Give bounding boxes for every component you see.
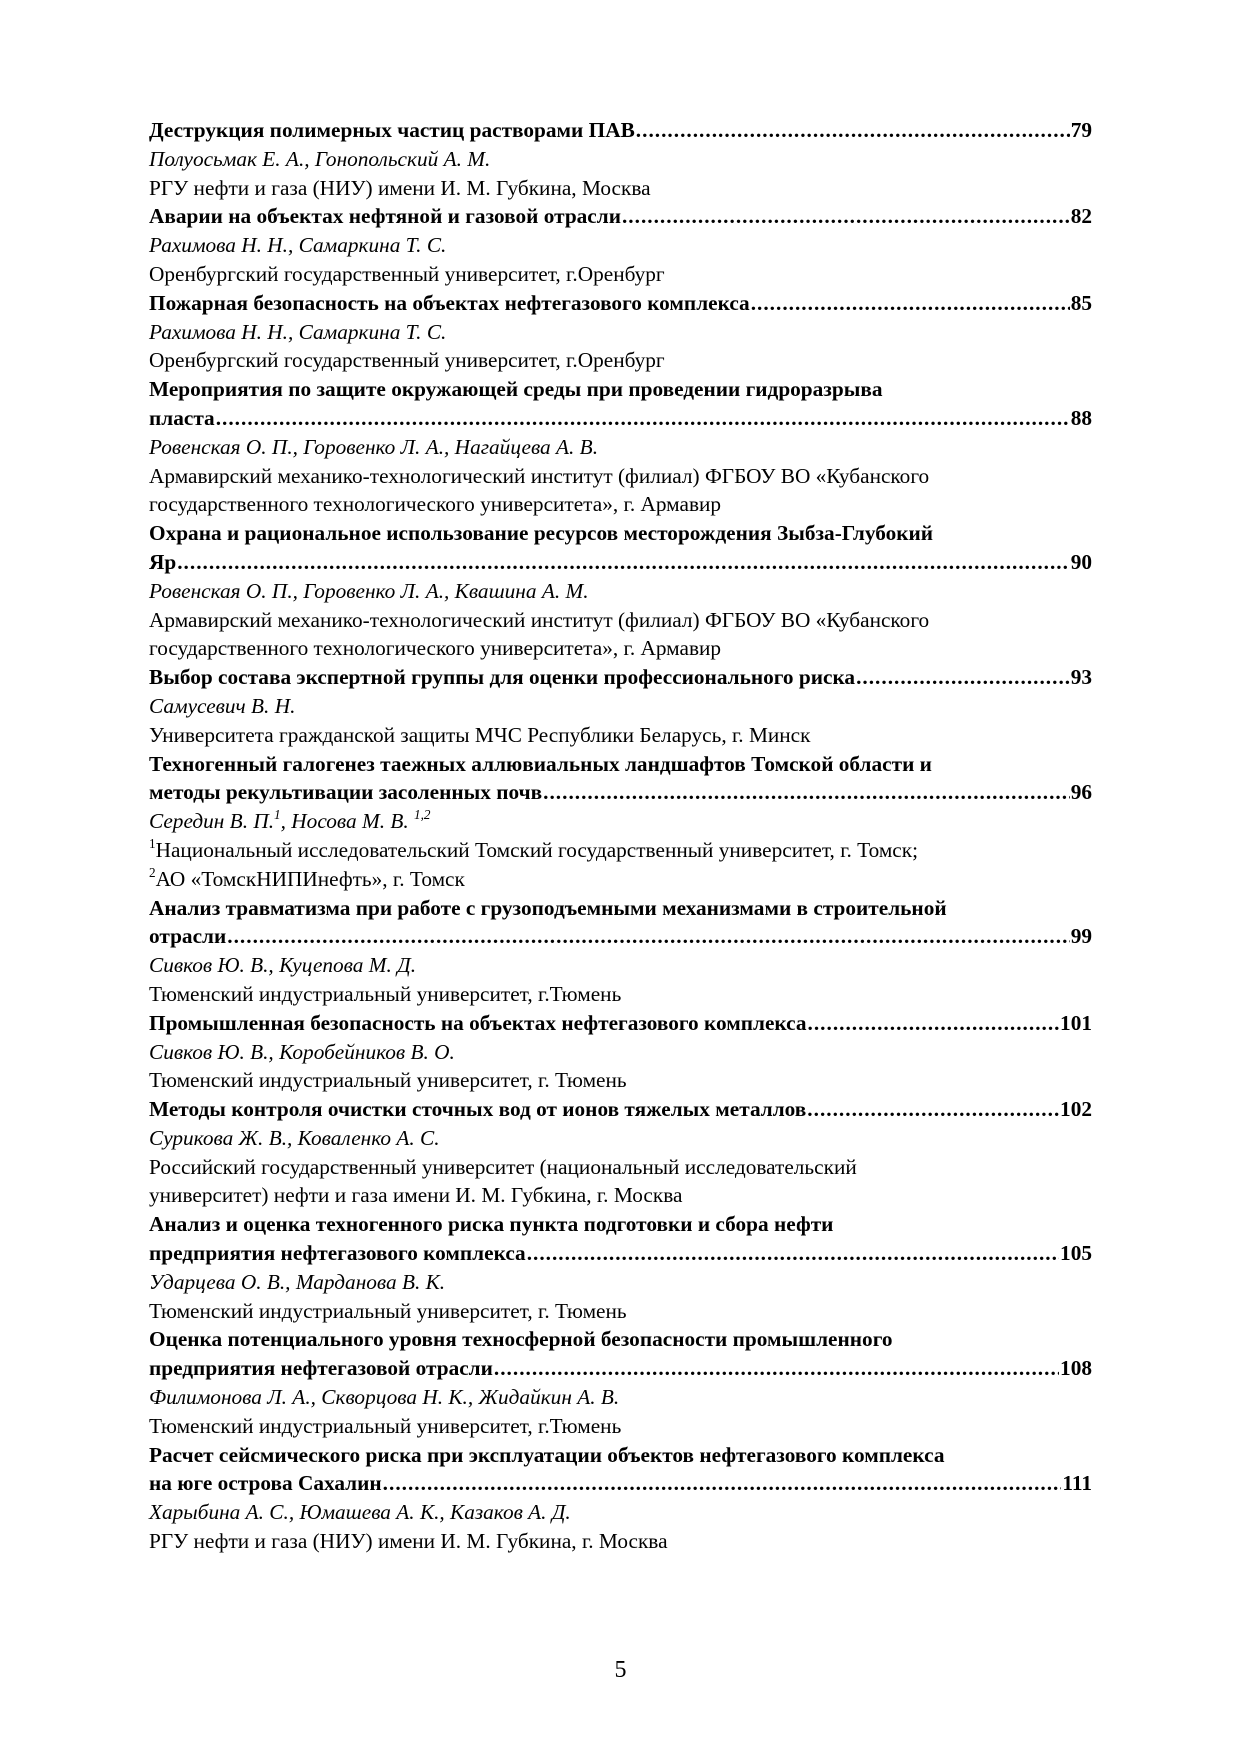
- entry-title-line: [149, 289, 1092, 318]
- entry-authors: Ударцева О. В., Марданова В. К.: [149, 1269, 446, 1294]
- author-superscript: 1: [274, 807, 281, 823]
- entry-title-line: [149, 202, 1092, 231]
- toc-entry: [149, 1325, 1092, 1440]
- entry-affiliation: [149, 865, 1092, 894]
- entry-affiliation: Армавирский механико-технологический институт (филиал) ФГБОУ ВО «Кубанского: [149, 463, 930, 488]
- page-ref: 108: [1060, 1356, 1092, 1381]
- page-ref: 101: [1060, 1010, 1092, 1035]
- entry-affiliation: Тюменский индустриальный университет, г. Тюмень: [149, 1068, 627, 1093]
- entry-title: Техногенный галогенез таежных аллювиальных ландшафтов Томской области и: [149, 751, 932, 776]
- entry-title: Анализ и оценка техногенного риска пункта подготовки и сбора нефти: [149, 1212, 834, 1237]
- page-number: 5: [614, 1657, 627, 1683]
- entry-authors: Самусевич В. Н.: [149, 693, 296, 718]
- page-ref: 90: [1070, 549, 1092, 574]
- entry-authors: [149, 807, 1092, 836]
- entry-title: Пожарная безопасность на объектах нефтегазового комплекса: [149, 290, 750, 315]
- dot-leader: [216, 404, 1070, 433]
- entry-affiliation: Оренбургский государственный университет, г.Оренбург: [149, 348, 665, 373]
- entry-authors: Сивков Ю. В., Куцепова М. Д.: [149, 953, 417, 978]
- toc-entry: [149, 663, 1092, 749]
- dot-leader: [494, 1354, 1059, 1383]
- entry-authors: Рахимова Н. Н., Самаркина Т. С.: [149, 319, 447, 344]
- entry-title-line: [149, 548, 1092, 577]
- entry-affiliation: РГУ нефти и газа (НИУ) имени И. М. Губкина, Москва: [149, 175, 651, 200]
- toc-entry: [149, 1210, 1092, 1325]
- entry-affiliation: государственного технологического университета», г. Армавир: [149, 636, 722, 661]
- entry-title-line: [149, 1009, 1092, 1038]
- entry-affiliation: Тюменский индустриальный университет, г.Тюмень: [149, 1413, 622, 1438]
- dot-leader: [807, 1095, 1059, 1124]
- author-name: , Носова М. В.: [280, 809, 415, 834]
- toc-entry: [149, 289, 1092, 375]
- entry-title-line: [149, 663, 1092, 692]
- page-ref: 85: [1070, 290, 1092, 315]
- page-ref: 111: [1062, 1471, 1092, 1496]
- entry-title-end: методы рекультивации засоленных почв: [149, 780, 543, 805]
- entry-title: Деструкция полимерных частиц растворами ПАВ: [149, 118, 635, 142]
- entry-affiliation: Оренбургский государственный университет, г.Оренбург: [149, 261, 665, 286]
- page-ref: 105: [1060, 1241, 1092, 1266]
- page-ref: 88: [1070, 405, 1092, 430]
- page-ref: 79: [1070, 118, 1092, 142]
- entry-affiliation: РГУ нефти и газа (НИУ) имени И. М. Губкина, г. Москва: [149, 1529, 668, 1554]
- dot-leader: [543, 778, 1070, 807]
- dot-leader: [808, 1009, 1060, 1038]
- author-superscript: 1,2: [414, 807, 431, 823]
- toc-entry: [149, 894, 1092, 1009]
- entry-title-end: предприятия нефтегазовой отрасли: [149, 1356, 493, 1381]
- toc-entry: [149, 1009, 1092, 1095]
- table-of-contents: [149, 116, 1092, 1556]
- page-ref: 102: [1060, 1097, 1092, 1122]
- entry-title-line: [149, 1239, 1092, 1268]
- entry-title: Расчет сейсмического риска при эксплуатации объектов нефтегазового комплекса: [149, 1442, 945, 1467]
- toc-entry: [149, 1095, 1092, 1210]
- entry-title-line: [149, 116, 1092, 145]
- toc-entry: [149, 519, 1092, 663]
- entry-authors: Ровенская О. П., Горовенко Л. А., Квашина А. М.: [149, 578, 589, 603]
- affiliation-superscript: 1: [149, 836, 156, 852]
- entry-authors: Ровенская О. П., Горовенко Л. А., Нагайцева А. В.: [149, 434, 599, 459]
- page-ref: 96: [1070, 780, 1092, 805]
- affiliation-superscript: 2: [149, 864, 156, 880]
- dot-leader: [636, 116, 1070, 145]
- entry-title-end: Яр: [149, 549, 177, 574]
- dot-leader: [527, 1239, 1059, 1268]
- dot-leader: [622, 202, 1070, 231]
- page-ref: 82: [1070, 204, 1092, 229]
- dot-leader: [751, 289, 1070, 318]
- entry-authors: Филимонова Л. А., Скворцова Н. К., Жидайкин А. В.: [149, 1385, 620, 1410]
- entry-authors: Сурикова Ж. В., Коваленко А. С.: [149, 1125, 440, 1150]
- toc-entry: [149, 116, 1092, 202]
- entry-affiliation: Тюменский индустриальный университет, г.Тюмень: [149, 981, 622, 1006]
- entry-authors: Рахимова Н. Н., Самаркина Т. С.: [149, 233, 447, 258]
- entry-authors: Полуосьмак Е. А., Гонопольский А. М.: [149, 146, 491, 171]
- page-ref: 99: [1070, 924, 1092, 949]
- entry-title-line: [149, 922, 1092, 951]
- toc-entry: [149, 750, 1092, 894]
- entry-affiliation: Тюменский индустриальный университет, г. Тюмень: [149, 1298, 627, 1323]
- entry-affiliation: Армавирский механико-технологический институт (филиал) ФГБОУ ВО «Кубанского: [149, 607, 930, 632]
- dot-leader: [856, 663, 1070, 692]
- entry-affiliation: Российский государственный университет (национальный исследовательский: [149, 1154, 857, 1179]
- entry-affiliation: государственного технологического университета», г. Армавир: [149, 492, 722, 517]
- entry-title: Промышленная безопасность на объектах нефтегазового комплекса: [149, 1010, 807, 1035]
- affiliation-text: Национальный исследовательский Томский государственный университет, г. Томск;: [155, 837, 919, 862]
- affiliation-text: АО «ТомскНИПИнефть», г. Томск: [155, 866, 465, 891]
- entry-title-end: предприятия нефтегазового комплекса: [149, 1241, 526, 1266]
- toc-entry: [149, 1441, 1092, 1556]
- entry-affiliation: университет) нефти и газа имени И. М. Губкина, г. Москва: [149, 1183, 683, 1208]
- entry-title: Методы контроля очистки сточных вод от ионов тяжелых металлов: [149, 1097, 807, 1122]
- dot-leader: [227, 922, 1069, 951]
- entry-title-line: [149, 778, 1092, 807]
- entry-title-line: [149, 1095, 1092, 1124]
- entry-affiliation: [149, 836, 1092, 865]
- toc-entry: [149, 375, 1092, 519]
- dot-leader: [177, 548, 1069, 577]
- page-ref: 93: [1070, 665, 1092, 690]
- entry-title-line: [149, 404, 1092, 433]
- toc-entry: [149, 202, 1092, 288]
- entry-title: Аварии на объектах нефтяной и газовой отрасли: [149, 204, 621, 229]
- entry-title: Анализ травматизма при работе с грузоподъемными механизмами в строительной: [149, 895, 947, 920]
- entry-title: Оценка потенциального уровня техносферной безопасности промышленного: [149, 1327, 893, 1352]
- entry-authors: Сивков Ю. В., Коробейников В. О.: [149, 1039, 455, 1064]
- entry-title: Мероприятия по защите окружающей среды при проведении гидроразрыва: [149, 377, 883, 402]
- entry-title-end: отрасли: [149, 924, 227, 949]
- dot-leader: [383, 1469, 1062, 1498]
- entry-title: Охрана и рациональное использование ресурсов месторождения Зыбза-Глубокий: [149, 521, 934, 546]
- author-name: Середин В. П.: [149, 809, 275, 834]
- entry-affiliation: Университета гражданской защиты МЧС Республики Беларусь, г. Минск: [149, 722, 811, 747]
- entry-title: Выбор состава экспертной группы для оценки профессионального риска: [149, 665, 856, 690]
- entry-title-line: [149, 1354, 1092, 1383]
- entry-title-end: пласта: [149, 405, 215, 430]
- entry-title-line: [149, 1469, 1092, 1498]
- entry-authors: Харыбина А. С., Юмашева А. К., Казаков А. Д.: [149, 1500, 571, 1525]
- entry-title-end: на юге острова Сахалин: [149, 1471, 382, 1496]
